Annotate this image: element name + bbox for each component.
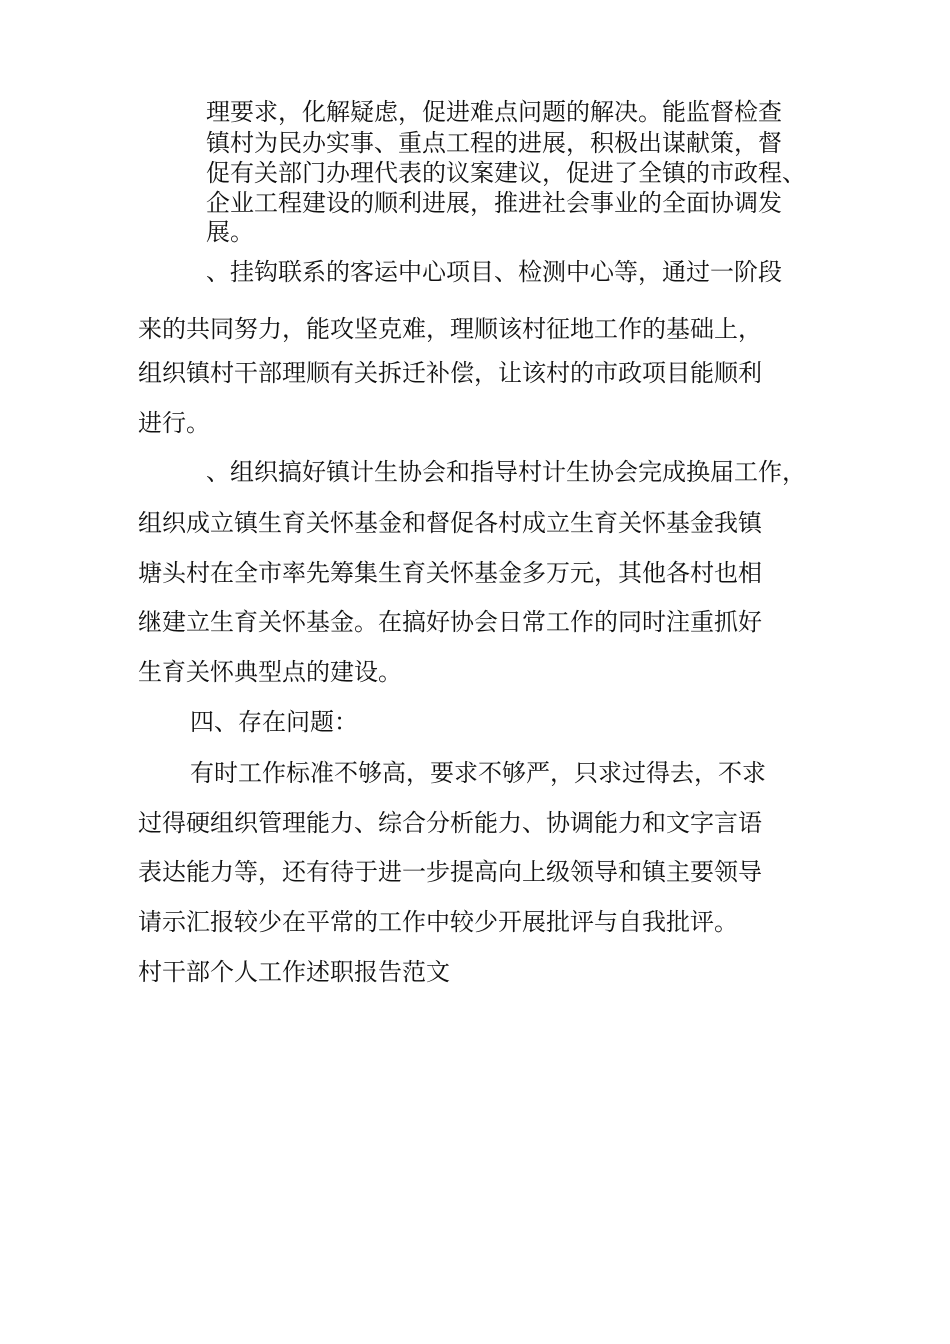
body-text-line: 促有关部门办理代表的议案建议，促进了全镇的市政程、: [206, 159, 806, 187]
body-text-line: 展。: [206, 218, 254, 246]
body-text-line: 企业工程建设的顺利进展，推进社会事业的全面协调发: [206, 189, 782, 217]
paragraph-line: 过得硬组织管理能力、综合分析能力、协调能力和文字言语: [138, 809, 762, 837]
paragraph-line: 请示汇报较少在平常的工作中较少开展批评与自我批评。: [138, 908, 738, 936]
paragraph-line: 组织成立镇生育关怀基金和督促各村成立生育关怀基金我镇: [138, 509, 762, 537]
paragraph-line: 组织镇村干部理顺有关拆迁补偿，让该村的市政项目能顺利: [138, 359, 762, 387]
paragraph-line: 、组织搞好镇计生协会和指导村计生协会完成换届工作，: [206, 458, 806, 486]
paragraph-line: 、挂钩联系的客运中心项目、检测中心等，通过一阶段: [206, 258, 782, 286]
paragraph-line: 来的共同努力，能攻坚克难，理顺该村征地工作的基础上，: [138, 315, 762, 343]
paragraph-line: 塘头村在全市率先筹集生育关怀基金多万元，其他各村也相: [138, 559, 762, 587]
paragraph-line: 有时工作标准不够高，要求不够严，只求过得去，不求: [190, 759, 766, 787]
body-text-line: 镇村为民办实事、重点工程的进展，积极出谋献策，督: [206, 129, 782, 157]
paragraph-line: 生育关怀典型点的建设。: [138, 658, 402, 686]
section-heading: 四、存在问题：: [190, 708, 358, 736]
body-text-line: 理要求，化解疑虑，促进难点问题的解决。能监督检查: [206, 98, 782, 126]
document-title: 村干部个人工作述职报告范文: [138, 958, 450, 986]
paragraph-line: 表达能力等，还有待于进一步提高向上级领导和镇主要领导: [138, 858, 762, 886]
paragraph-line: 继建立生育关怀基金。在搞好协会日常工作的同时注重抓好: [138, 608, 762, 636]
paragraph-line: 进行。: [138, 409, 210, 437]
